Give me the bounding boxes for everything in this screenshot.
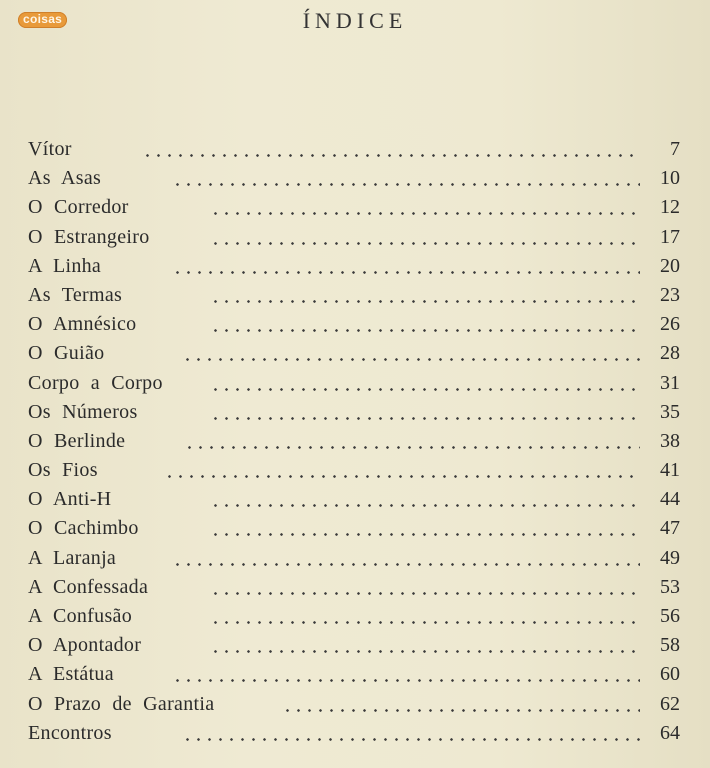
toc-entry-page-number: 23 <box>660 283 680 306</box>
toc-entry-title: A Confusão <box>28 605 132 627</box>
dot-leader <box>214 632 640 656</box>
toc-entry-page-number: 7 <box>670 138 680 160</box>
dot-leader <box>214 603 640 627</box>
toc-entry-title: A Confessada <box>28 575 149 598</box>
toc-entry-page-number: 53 <box>660 575 680 598</box>
dot-leader <box>176 661 640 685</box>
toc-entry <box>28 398 683 427</box>
toc-entry-page-number: 10 <box>660 167 680 190</box>
dot-leader <box>186 340 640 364</box>
dot-leader <box>176 545 640 569</box>
toc-entry-title: A Laranja <box>28 546 117 569</box>
toc-entry-page-number: 64 <box>660 721 680 744</box>
toc-entry <box>28 660 683 689</box>
toc-entry <box>28 602 683 631</box>
toc-entry-title: O Corredor <box>28 196 129 219</box>
toc-entry-page-number: 35 <box>660 400 680 423</box>
toc-entry-title: Encontros <box>28 721 112 744</box>
table-of-contents <box>28 135 683 748</box>
toc-entry-title: O Guião <box>28 342 105 365</box>
page-title: ÍNDICE <box>302 8 408 33</box>
dot-leader <box>286 691 640 715</box>
dot-leader <box>188 428 640 452</box>
toc-entry-title: As Asas <box>28 167 102 190</box>
toc-entry-title: As Termas <box>28 283 123 306</box>
toc-entry <box>28 427 683 456</box>
toc-entry <box>28 369 683 398</box>
dot-leader <box>214 224 640 248</box>
toc-entry-page-number: 31 <box>660 371 680 394</box>
toc-entry-page-number: 60 <box>660 663 680 686</box>
toc-entry-title: O Berlinde <box>28 429 126 452</box>
toc-entry-title: A Estátua <box>28 663 114 686</box>
dot-leader <box>214 515 640 539</box>
watermark-logo: coisas <box>18 12 67 28</box>
toc-entry <box>28 164 683 193</box>
toc-entry <box>28 514 683 543</box>
toc-entry <box>28 573 683 602</box>
toc-entry <box>28 631 683 660</box>
dot-leader <box>214 574 640 598</box>
dot-leader <box>214 311 640 335</box>
dot-leader <box>214 399 640 423</box>
toc-entry-page-number: 12 <box>660 196 680 219</box>
toc-entry <box>28 193 683 222</box>
toc-entry-title: O Estrangeiro <box>28 225 150 248</box>
toc-entry <box>28 690 683 719</box>
toc-entry-page-number: 58 <box>660 634 680 657</box>
toc-entry-title: O Amnésico <box>28 313 137 336</box>
toc-entry <box>28 252 683 281</box>
toc-entry-page-number: 56 <box>660 605 680 627</box>
toc-entry-title: Corpo a Corpo <box>28 371 163 394</box>
toc-entry-title: Os Fios <box>28 459 98 482</box>
dot-leader <box>176 253 640 277</box>
dot-leader <box>146 136 640 160</box>
toc-entry-title: O Anti-H <box>28 488 112 511</box>
dot-leader <box>176 165 640 189</box>
toc-entry-page-number: 38 <box>660 429 680 452</box>
dot-leader <box>214 282 640 306</box>
toc-entry <box>28 485 683 514</box>
dot-leader <box>214 370 640 394</box>
dot-leader <box>214 486 640 510</box>
toc-entry <box>28 223 683 252</box>
toc-entry <box>28 135 683 164</box>
toc-entry-page-number: 26 <box>660 313 680 336</box>
toc-entry <box>28 719 683 748</box>
toc-entry-page-number: 41 <box>660 459 680 482</box>
toc-entry-title: Vítor <box>28 138 72 160</box>
toc-entry-title: A Linha <box>28 254 102 277</box>
toc-entry <box>28 544 683 573</box>
toc-entry <box>28 339 683 368</box>
dot-leader <box>168 457 640 481</box>
toc-entry-page-number: 49 <box>660 546 680 569</box>
toc-entry-page-number: 28 <box>660 342 680 365</box>
toc-entry-title: O Prazo de Garantia <box>28 692 215 715</box>
toc-entry <box>28 310 683 339</box>
toc-entry-page-number: 47 <box>660 517 680 540</box>
toc-entry-page-number: 17 <box>660 225 680 248</box>
dot-leader <box>214 194 640 218</box>
toc-entry-page-number: 20 <box>660 254 680 277</box>
toc-entry-title: Os Números <box>28 400 138 423</box>
toc-entry-page-number: 62 <box>660 692 680 715</box>
toc-entry-title: O Apontador <box>28 634 142 657</box>
toc-entry-page-number: 44 <box>660 488 680 511</box>
toc-entry <box>28 281 683 310</box>
toc-entry-title: O Cachimbo <box>28 517 139 540</box>
dot-leader <box>186 720 640 744</box>
toc-entry <box>28 456 683 485</box>
